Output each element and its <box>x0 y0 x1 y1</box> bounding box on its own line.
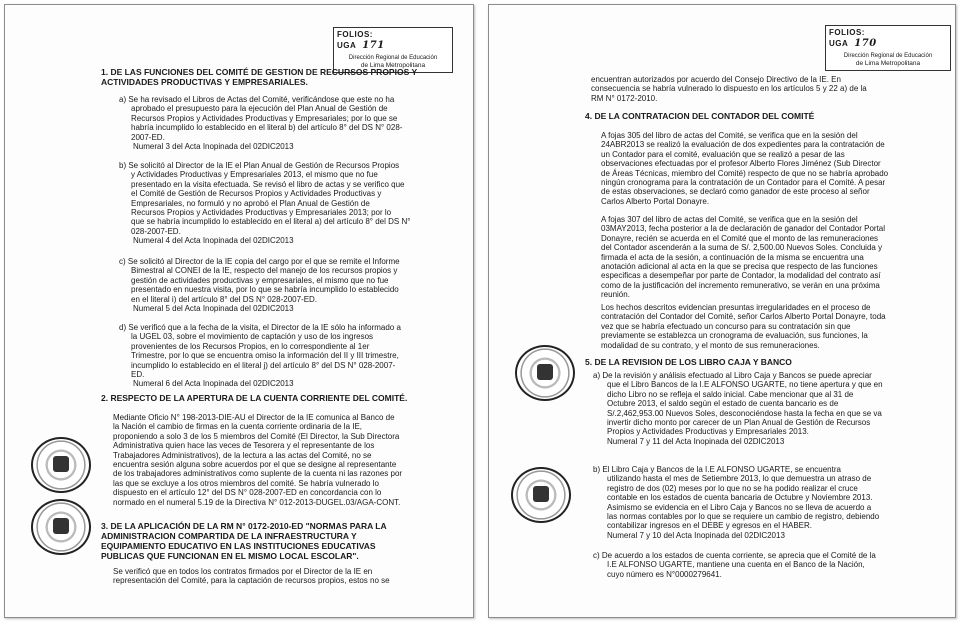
paragraph-line: de estas observaciones, se declaró como ganador de este proceso al señor <box>601 187 870 197</box>
paragraph-line: normado en el numeral 5.19 de la Directiva N° 012-2013-DUGEL.03/AGA-CONT. <box>113 497 401 507</box>
paragraph-line: 028-2007-ED. <box>131 226 181 236</box>
paragraph-line: contratación del Contador del Comité, señor Carlos Alberto Portal Donayre, toda <box>601 312 886 322</box>
reference-note: Numeral 4 del Acta Inopinada del 02DIC2013 <box>133 236 294 246</box>
section-heading: PUBLICAS QUE FUNCIONAN EN EL MISMO LOCAL ESCOLAR". <box>101 551 359 561</box>
paragraph-line: presentado en nuestra visita, por lo que se habría incumplido lo establecido <box>131 285 399 295</box>
paragraph-line: Bimestral al CONEI de la IE, respecto del manejo de los recursos propios y <box>131 266 398 276</box>
reference-note: Numeral 7 y 11 del Acta Inopinada del 02DIC2013 <box>607 436 785 446</box>
paragraph-line: dicho Libro no se refleja el saldo inicial. Cabe mencionar que al 31 de <box>607 389 854 399</box>
paragraph-line: anotación adicional al acta en la que se precisa que respecto de las funciones <box>601 262 878 271</box>
section-heading: EQUIPAMIENTO EDUCATIVO EN LAS INSTITUCIONES EDUCATIVAS <box>101 541 376 551</box>
paragraph-line: gestión de actividades productivas y empresariales, el mismo que no fue <box>131 275 389 285</box>
paragraph-line: Propios y Actividades Productivas y Empresariales 2013. <box>607 427 809 437</box>
paragraph-line: a) De la revisión y análisis efectuado al Libro Caja y Bancos se puede apreciar <box>593 371 872 380</box>
paragraph-line: proponiendo a solo 3 de los 5 miembros del Comité (El Director, la Sub Directora <box>113 431 400 441</box>
paragraph-line: incumplido lo establecido en el literal j) del artículo 8° del DS N° 028-2007- <box>131 360 396 370</box>
paragraph-line: ningún cronograma para la contratación de un Contador para el Comité. A pesar <box>601 178 886 187</box>
paragraph-line: dispuesto en el artículo 12° del DS N° 028-2007-ED en concordancia con lo <box>113 488 382 498</box>
folio-stamp: FOLIOS: UGA 171 Dirección Regional de Educación de Lima Metropolitana <box>333 27 453 73</box>
paragraph-line: Trimestre, por lo que se encuentra omiso la información del II y III trimestre, <box>131 351 399 361</box>
paragraph-line: contabilizar ingresos en el DEBE y egresos en el HABER. <box>607 521 812 531</box>
reference-note: Numeral 7 y 10 del Acta Inopinada del 02DIC2013 <box>607 530 785 540</box>
paragraph-line: que el Libro Bancos de la I.E ALFONSO UGARTE, no tiene apertura y que en <box>607 380 883 390</box>
paragraph-line: del Contador ascenderán a la suma de S/. 2,500.00 Nuevos Soles. Concluida y <box>601 243 883 253</box>
paragraph-line: Empresariales, no formuló y no aprobó el Plan Anual de Gestión de <box>131 198 370 208</box>
section-heading: 2. RESPECTO DE LA APERTURA DE LA CUENTA CORRIENTE DEL COMITÉ. <box>101 393 408 403</box>
paragraph-line: Carlos Alberto Portal Donayre. <box>601 196 710 206</box>
paragraph-line: a) Se ha revisado el Libros de Actas del Comité, verificándose que este no ha <box>119 95 395 104</box>
reference-note: Numeral 5 del Acta Inopinada del 02DIC2013 <box>133 304 294 313</box>
paragraph-line: las que se excluye a los otros miembros del comité. Se habría vulnerado lo <box>113 478 379 488</box>
left-page-content <box>5 5 473 617</box>
reference-note: Numeral 3 del Acta Inopinada del 02DIC2013 <box>133 142 294 151</box>
paragraph-line: b) Se solicitó al Director de la IE el Plan Anual de Gestión de Recursos Propios <box>119 161 400 170</box>
section-heading: 4. DE LA CONTRATACION DEL CONTADOR DEL COMITÉ <box>585 111 815 121</box>
paragraph-line: Asimismo se evidencia en el Libro Caja y Bancos no se lleva de acuerdo a <box>607 502 872 512</box>
paragraph-line: de Áreas Técnicas, miembro del Comité) respecto de que no se habría aprobado <box>601 168 889 178</box>
paragraph-line: Recursos Propios y Actividades Productivas y Empresariales 2013; por lo <box>131 208 392 217</box>
paragraph-line: d) Se verificó que a la fecha de la visita, el Director de la IE sólo ha informado a <box>119 323 401 332</box>
paragraph-line: especificas a desempeñar por parte de Contador, la modalidad del contrato así <box>601 271 881 281</box>
paragraph-line: reunión. <box>601 290 630 300</box>
paragraph-line: encuentran autorizados por acuerdo del Consejo Directivo de la IE. En <box>591 75 841 84</box>
paragraph-line: c) Se solicitó al Director de la IE copia del cargo por el que se remite el Informe <box>119 257 400 266</box>
paragraph-line: previamente se establezca un cronograma de evaluación, sus funciones, la <box>601 331 868 341</box>
folio-stamp: FOLIOS: UGA 170 Dirección Regional de Educación de Lima Metropolitana <box>825 25 951 71</box>
paragraph-line: invertir dicho monto por carecer de un Plan Anual de Gestión de Recursos <box>607 418 871 427</box>
document-page-left <box>4 4 474 618</box>
paragraph-line: Recursos Propios y Actividades Productivas y Empresariales; por lo que se <box>131 113 398 123</box>
paragraph-line: presentado en la visita efectuada. Se revisó el libro de actas y se verifico que <box>131 179 405 189</box>
paragraph-line: 03MAY2013, fecha posterior a la de declaración de ganador del Contador Portal <box>601 224 886 234</box>
paragraph-line: A fojas 307 del libro de actas del Comité, se verifica que en la sesión del <box>601 215 858 224</box>
paragraph-line: A fojas 305 del libro de actas del Comité, se verifica que en la sesión del <box>601 131 858 140</box>
paragraph-line: y Actividades Productivas y Empresariales 2013, el mismo que no fue <box>131 170 378 180</box>
paragraph-line: Trabajadores Administrativos), de la lectura a las actas del Comité, no se <box>113 450 372 460</box>
paragraph-line: registro de dos (02) meses por lo que no se ha podido realizar el cruce <box>607 483 858 493</box>
paragraph-line: representación del Comité, para la captación de recursos propios, estos no se <box>113 576 390 586</box>
paragraph-line: provenientes de los Recursos Propios, en lo correspondiente al 1er <box>131 341 370 351</box>
paragraph-line: vez que se habría efectuado un concurso para su contratación sin que <box>601 321 851 331</box>
paragraph-line: ED. <box>131 370 145 379</box>
paragraph-line: Administrativa quien hace las veces de Tesorera y el representante de los <box>113 441 375 451</box>
paragraph-line: S/.2,462,953.00 Nuevos Soles, desconociéndose hasta la fecha en que se va <box>607 408 882 418</box>
paragraph-line: la UGEL 03, sobre el movimiento de captación y uso de los ingresos <box>131 332 374 342</box>
reference-note: Numeral 6 del Acta Inopinada del 02DIC2013 <box>133 379 294 389</box>
paragraph-line: firmada el acta de la sesión, a continuación de la misma se encuentra una <box>601 252 864 262</box>
section-heading: ACTIVIDADES PRODUCTIVAS Y EMPRESARIALES. <box>101 77 308 87</box>
paragraph-line: Donayre, recién se acuerda en el Comité que el monto de las remuneraciones <box>601 233 879 243</box>
paragraph-line: b) El Libro Caja y Bancos de la I.E ALFONSO UGARTE, se encuentra <box>593 465 841 474</box>
paragraph-line: c) De acuerdo a los estados de cuenta corriente, se aprecia que el Comité de la <box>593 551 876 560</box>
paragraph-line: aprobado el presupuesto para la ejecución del Plan Anual de Gestión de <box>131 104 388 114</box>
right-page-content <box>489 5 955 617</box>
section-heading: 1. DE LAS FUNCIONES DEL COMITÉ DE GESTION DE RECURSOS PROPIOS Y <box>101 67 418 77</box>
paragraph-line: observaciones efectuadas por el profesor Alberto Flores Jiménez (Sub Director <box>601 159 881 169</box>
section-heading: 3. DE LA APLICACIÓN DE LA RM N° 0172-2010-ED "NORMAS PARA LA <box>101 521 387 531</box>
paragraph-line: la Nación el cambio de firmas en la cuenta corriente ordinaria de la IE, <box>113 422 363 432</box>
paragraph-line: modalidad de su contrato, y el monto de sus remuneraciones. <box>601 340 820 350</box>
paragraph-line: un Contador para el comité, evaluación que se realizó a pesar de las <box>601 149 845 159</box>
paragraph-line: Mediante Oficio N° 198-2013-DIE-AU el Director de la IE comunica al Banco de <box>113 413 395 422</box>
paragraph-line: como de la justificación del incremento remunerativo, se verán en una próxima <box>601 280 880 290</box>
paragraph-line: consecuencia se habría vulnerado lo dispuesto en los artículos 5 y 22 a) de la <box>591 84 867 94</box>
paragraph-line: encuentra sesión alguna sobre acuerdos por el que se designe al representante <box>113 460 397 469</box>
paragraph-line: el Comité de Gestión de Recursos Propios y Actividades Productivas y <box>131 189 382 199</box>
paragraph-line: habría incumplido lo establecido en el literal b) del artículo 8° del DS N° 028- <box>131 123 403 133</box>
paragraph-line: Se verificó que en todos los contratos firmados por el Director de la IE en <box>113 567 373 576</box>
paragraph-line: 2007-ED. <box>131 132 165 142</box>
paragraph-line: Octubre 2013, el saldo según el estado de cuenta bancario es de <box>607 399 839 409</box>
section-heading: ADMINISTRACION COMPARTIDA DE LA INFRAESTRUCTURA Y <box>101 531 357 541</box>
paragraph-line: cuyo número es N°0000279641. <box>607 569 722 579</box>
document-page-right <box>488 4 956 618</box>
section-heading: 5. DE LA REVISION DE LOS LIBRO CAJA Y BANCO <box>585 357 792 367</box>
paragraph-line: I.E ALFONSO UGARTE, mantiene una cuenta en el Banco de la Nación, <box>607 560 865 570</box>
paragraph-line: utilizando hasta el mes de Setiembre 2013, lo que demuestra un atraso de <box>607 474 872 484</box>
paragraph-line: en el literal i) del artículo 8° del DS N° 028-2007-ED. <box>131 294 318 304</box>
paragraph-line: de los trabajadores administrativos como suplente de la cuenta ni las razones por <box>113 469 403 479</box>
paragraph-line: 24ABR2013 se realizó la evaluación de dos expedientes para la contratación de <box>601 140 885 150</box>
paragraph-line: RM N° 0172-2010. <box>591 93 658 103</box>
paragraph-line: las normas contables por lo que se requiere un cambio de registro, debiendo <box>607 512 880 521</box>
paragraph-line: contable en los estados de cuenta bancaria de Octubre y Noviembre 2013. <box>607 493 873 503</box>
paragraph-line: que se habría incumplido lo establecido en el literal a) del artículo 8° del DS N° <box>131 217 411 227</box>
paragraph-line: Los hechos descritos evidencian presuntas irregularidades en el proceso de <box>601 303 871 312</box>
